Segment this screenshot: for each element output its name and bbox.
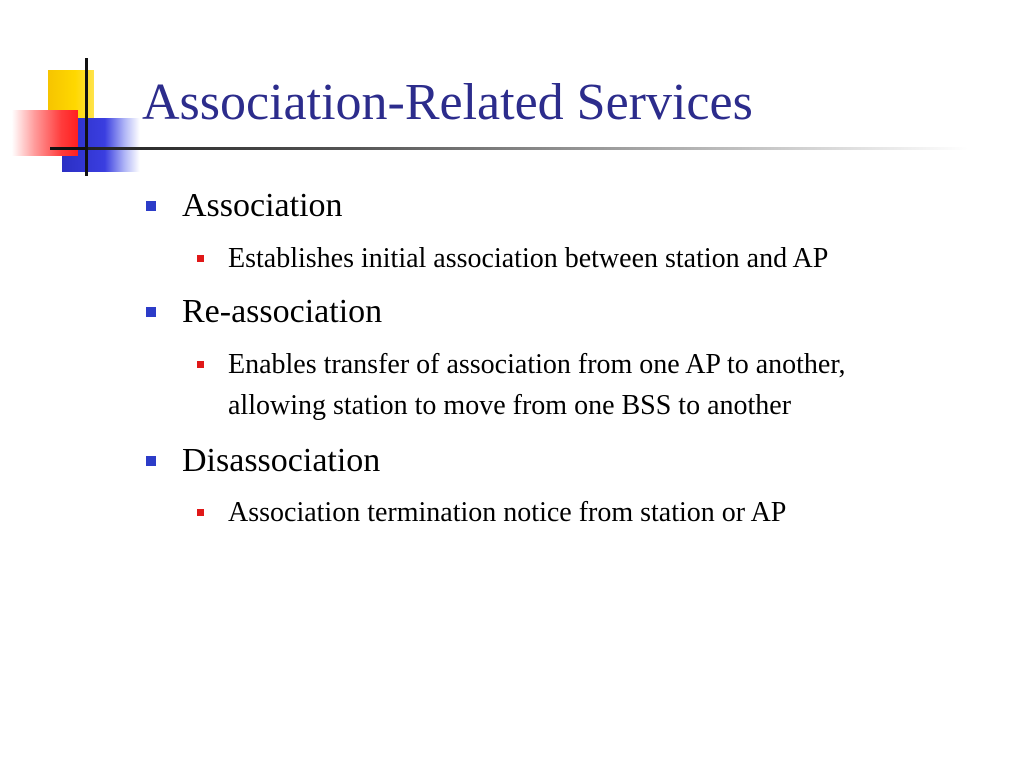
sub-bullet-icon	[197, 361, 204, 368]
bullet-icon	[146, 456, 156, 466]
list-item-association: Association	[182, 187, 343, 224]
list-item-disassociation: Disassociation	[182, 442, 381, 479]
list-item-reassociation: Re-association	[182, 293, 383, 330]
sub-bullet-icon	[197, 255, 204, 262]
bullet-icon	[146, 307, 156, 317]
sub-item-disassociation-desc: Association termination notice from station or AP	[228, 497, 787, 528]
bullet-icon	[146, 201, 156, 211]
sub-item-association-desc: Establishes initial association between station and AP	[228, 243, 829, 274]
slide-title: Association-Related Services	[142, 74, 753, 131]
sub-bullet-icon	[197, 509, 204, 516]
title-underline	[88, 147, 968, 150]
sub-item-reassociation-desc-line1: Enables transfer of association from one AP to another,	[228, 349, 846, 380]
logo-vertical-line	[85, 58, 88, 176]
sub-item-reassociation-desc-line2: allowing station to move from one BSS to another	[228, 390, 792, 421]
